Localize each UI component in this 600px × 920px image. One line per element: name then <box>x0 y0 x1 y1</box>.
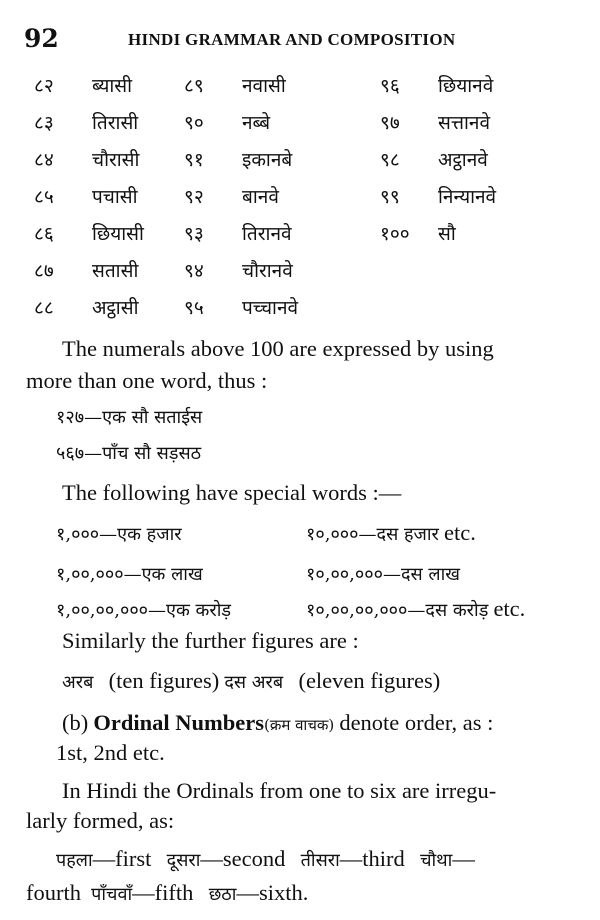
numeral-entry: ८८ अट्ठासी <box>34 297 139 319</box>
figures-line: अरब (ten figures) दस अरब (eleven figures) <box>62 668 441 693</box>
numeral-entry: ९८ अट्ठानवे <box>380 149 488 171</box>
numeral-entry: ८५ पचासी <box>34 186 138 208</box>
ordinals-line: पहला—first दूसरा—second तीसरा—third चौथा— <box>56 846 475 871</box>
numeral-entry: ९७ सत्तानवे <box>380 112 491 134</box>
numeral-entry: ८९ नवासी <box>184 75 286 97</box>
numeral-entry: ८७ सतासी <box>34 260 139 282</box>
ordinals-line: fourth पाँचवाँ—fifth छठा—sixth. <box>26 880 309 905</box>
example-line: १२७—एक सौ सताईस <box>56 407 203 428</box>
special-word: १,००,००,०००—एक करोड़ <box>56 600 232 621</box>
paragraph-line: Similarly the further figures are : <box>62 628 359 653</box>
numeral-entry: ८६ छियासी <box>34 223 144 245</box>
special-word: १०,०००—दस हजार etc. <box>306 520 476 545</box>
numeral-entry: ९१ इकानबे <box>184 149 293 171</box>
numeral-entry: ९६ छियानवे <box>380 75 494 97</box>
paragraph-line: The numerals above 100 are expressed by using <box>62 336 494 361</box>
numeral-entry: ८३ तिरासी <box>34 112 139 134</box>
numeral-entry: ९४ चौरानवे <box>184 260 293 282</box>
numeral-entry: ८२ ब्यासी <box>34 75 133 97</box>
paragraph-line: more than one word, thus : <box>26 368 268 393</box>
numeral-entry: ९० नब्बे <box>184 112 271 134</box>
paragraph-line: The following have special words :— <box>62 480 402 505</box>
numeral-entry: ९३ तिरानवे <box>184 223 292 245</box>
special-word: १०,००,००,०००—दस करोड़ etc. <box>306 596 526 621</box>
paragraph-line: 1st, 2nd etc. <box>56 740 165 765</box>
numeral-entry: ८४ चौरासी <box>34 149 140 171</box>
page-number: 92 <box>24 24 59 53</box>
special-word: १,००,०००—एक लाख <box>56 564 203 585</box>
numeral-entry: १०० सौ <box>380 223 456 245</box>
example-line: ५६७—पाँच सौ सड़सठ <box>56 443 202 464</box>
special-word: १,०००—एक हजार <box>56 524 182 545</box>
numeral-entry: ९९ निन्यानवे <box>380 186 497 208</box>
paragraph-line: larly formed, as: <box>26 808 175 833</box>
paragraph-line: In Hindi the Ordinals from one to six are irregu- <box>62 778 497 803</box>
numeral-entry: ९५ पच्चानवे <box>184 297 299 319</box>
special-word: १०,००,०००—दस लाख <box>306 564 461 585</box>
running-title: HINDI GRAMMAR AND COMPOSITION <box>128 30 456 49</box>
numeral-entry: ९२ बानवे <box>184 186 279 208</box>
ordinal-heading: (b) Ordinal Numbers(क्रम वाचक) denote order, as : <box>62 710 494 735</box>
